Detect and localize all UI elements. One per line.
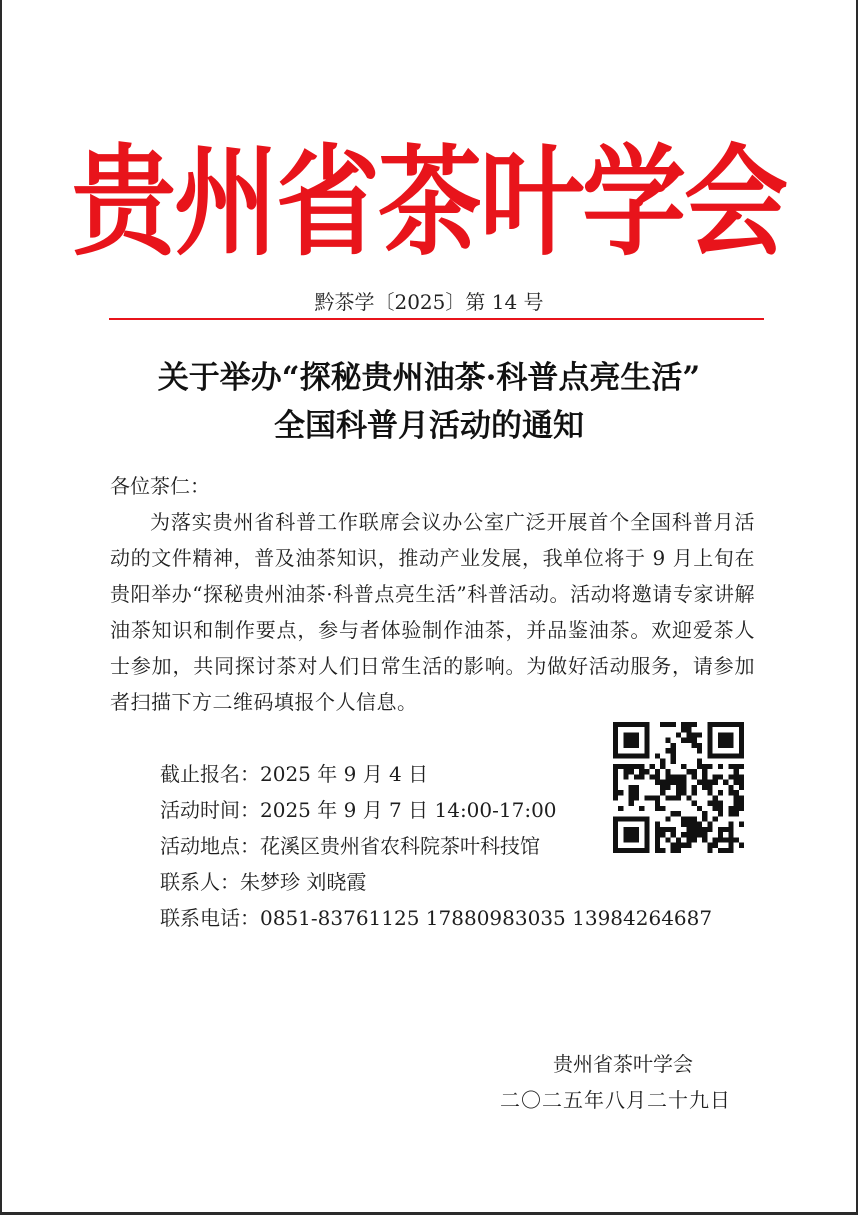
qr-code-icon[interactable] — [613, 722, 744, 853]
body-paragraph: 为落实贵州省科普工作联席会议办公室广泛开展首个全国科普月活动的文件精神，普及油茶知识，推动产业发展，我单位将于 9 月上旬在贵阳举办“探秘贵州油茶·科普点亮生活”科普活动。活动将邀请专家讲解油茶知识和制作要点，参与者体验制作油茶，并品鉴油茶。欢迎爱茶人士参加，共同探讨茶对人们日常生活的影响。为做好活动服务，请参加者扫描下方二维码填报个人信息。 — [110, 510, 755, 714]
contact-persons: 联系人：朱梦珍 刘晓霞 — [160, 870, 367, 894]
contact-phones: 联系电话：0851-83761125 17880983035 13984264687 — [160, 906, 713, 930]
organization-letterhead: 贵州省茶叶学会 — [71, 131, 786, 273]
notice-title-line-2: 全国科普月活动的通知 — [274, 408, 584, 444]
event-time: 活动时间：2025 年 9 月 7 日 14:00-17:00 — [160, 798, 557, 822]
signature-organization: 贵州省茶叶学会 — [553, 1052, 693, 1076]
signature-date: 二〇二五年八月二十九日 — [500, 1088, 731, 1112]
salutation: 各位茶仁： — [110, 474, 210, 498]
red-divider — [109, 318, 764, 320]
event-location: 活动地点：花溪区贵州省农科院茶叶科技馆 — [160, 834, 540, 858]
document-number: 黔茶学〔2025〕第 14 号 — [314, 290, 544, 314]
registration-deadline: 截止报名：2025 年 9 月 4 日 — [160, 762, 429, 786]
notice-title-line-1: 关于举办“探秘贵州油茶·科普点亮生活” — [157, 360, 701, 396]
